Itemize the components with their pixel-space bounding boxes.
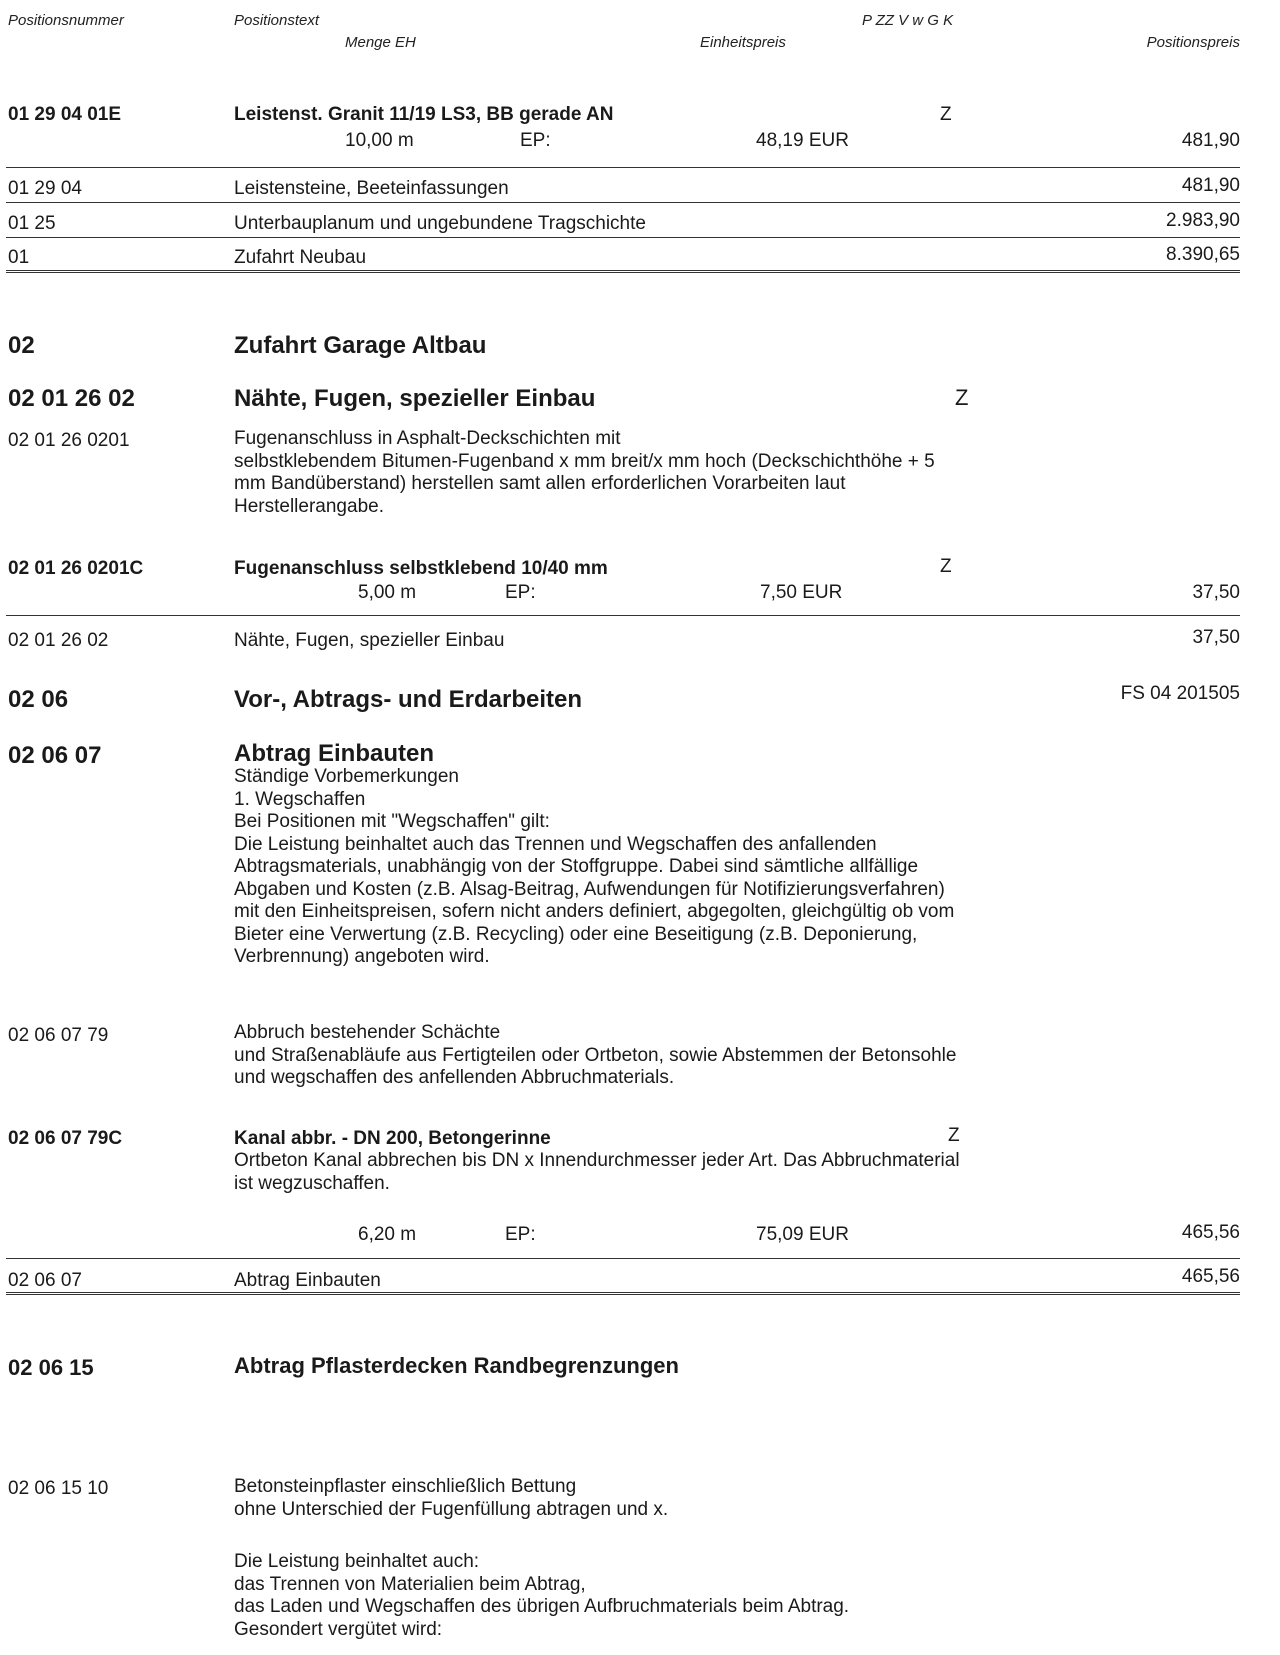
section-title: Abtrag Einbauten — [234, 740, 435, 767]
section-number: 02 06 07 — [8, 742, 102, 769]
position-quantity: 5,00 m — [358, 582, 417, 603]
remark-line: Ständige Vorbemerkungen — [234, 766, 459, 787]
double-divider — [6, 1292, 1240, 1295]
position-number: 02 06 07 79 — [8, 1025, 109, 1046]
description-line: mm Bandüberstand) herstellen samt allen erforderlichen Vorarbeiten laut — [234, 473, 846, 494]
unit-price: 48,19 EUR — [756, 130, 849, 151]
double-divider — [6, 270, 1240, 273]
description-line: Die Leistung beinhaltet auch: — [234, 1551, 480, 1572]
sum-total: 2.983,90 — [1166, 210, 1240, 231]
divider — [6, 167, 1240, 168]
sum-text: Zufahrt Neubau — [234, 247, 367, 268]
sum-total: 8.390,65 — [1166, 244, 1240, 265]
unit-price: 7,50 EUR — [760, 582, 843, 603]
sum-number: 02 06 07 — [8, 1270, 82, 1291]
section-flag: Z — [955, 385, 969, 410]
position-description — [234, 1022, 956, 1090]
position-title: Fugenanschluss selbstklebend 10/40 mm — [234, 558, 608, 579]
description-line: Gesondert vergütet wird: — [234, 1618, 443, 1640]
sum-text: Abtrag Einbauten — [234, 1270, 381, 1291]
position-total: 465,56 — [1181, 1222, 1240, 1243]
description-line: selbstklebendem Bitumen-Fugenband x mm breit/x mm hoch (Deckschichthöhe + 5 — [234, 450, 935, 472]
sum-number: 01 — [8, 247, 30, 268]
remark-line: Abtragsmaterials, unabhängig von der Stoffgruppe. Dabei sind sämtliche allfällige — [234, 856, 919, 877]
position-number: 02 06 15 10 — [8, 1478, 109, 1499]
position-number: 02 01 26 0201C — [8, 558, 144, 579]
divider — [6, 615, 1240, 616]
divider — [6, 1258, 1240, 1259]
header-flags: P ZZ V w G K — [862, 12, 954, 29]
position-total: 37,50 — [1192, 582, 1240, 603]
position-description-extra — [234, 1551, 849, 1641]
position-quantity: 10,00 m — [345, 130, 414, 151]
remark-line: Bei Positionen mit "Wegschaffen" gilt: — [234, 811, 550, 832]
position-description — [234, 1150, 960, 1195]
position-title: Leistenst. Granit 11/19 LS3, BB gerade AN — [234, 104, 614, 125]
section-title: Nähte, Fugen, spezieller Einbau — [234, 385, 596, 412]
header-position-text: Positionstext — [234, 12, 320, 29]
section-title: Abtrag Pflasterdecken Randbegrenzungen — [234, 1353, 679, 1378]
preliminary-remarks — [234, 766, 954, 969]
remark-line: Bieter eine Verwertung (z.B. Recycling) oder eine Beseitigung (z.B. Deponierung, — [234, 923, 918, 945]
sum-total: 37,50 — [1192, 627, 1240, 648]
description-line: Herstellerangabe. — [234, 495, 384, 517]
position-total: 481,90 — [1181, 130, 1240, 151]
description-line: Ortbeton Kanal abbrechen bis DN x Innendurchmesser jeder Art. Das Abbruchmaterial — [234, 1150, 960, 1171]
divider — [6, 202, 1240, 203]
description-line: das Trennen von Materialien beim Abtrag, — [234, 1573, 586, 1595]
header-position-price: Positionspreis — [1146, 34, 1240, 51]
remark-line: Abgaben und Kosten (z.B. Alsag-Beitrag, Aufwendungen für Notifizierungsverfahren) — [234, 878, 945, 900]
header-position-number: Positionsnummer — [8, 12, 124, 29]
section-number: 02 01 26 02 — [8, 385, 135, 412]
position-number: 02 06 07 79C — [8, 1128, 123, 1149]
section-number: 02 06 — [8, 686, 69, 713]
description-line: ohne Unterschied der Fugenfüllung abtragen und x. — [234, 1498, 669, 1520]
description-line: Betonsteinpflaster einschließlich Bettung — [234, 1476, 577, 1497]
header-quantity-unit: Menge EH — [345, 34, 416, 51]
description-line: das Laden und Wegschaffen des übrigen Aufbruchmaterials beim Abtrag. — [234, 1596, 850, 1617]
section-number: 02 06 15 — [8, 1355, 94, 1380]
position-number: 02 01 26 0201 — [8, 430, 130, 451]
section-title: Zufahrt Garage Altbau — [234, 332, 487, 359]
position-flag: Z — [948, 1125, 960, 1146]
sum-number: 02 01 26 02 — [8, 630, 109, 651]
divider — [6, 237, 1240, 238]
ep-label: EP: — [520, 130, 551, 151]
position-description — [234, 1476, 668, 1521]
description-line: ist wegzuschaffen. — [234, 1172, 390, 1194]
section-reference: FS 04 201505 — [1120, 683, 1240, 704]
ep-label: EP: — [505, 582, 536, 603]
sum-number: 01 25 — [8, 213, 56, 234]
section-title: Vor-, Abtrags- und Erdarbeiten — [234, 686, 583, 713]
header-unit-price: Einheitspreis — [700, 34, 786, 51]
remark-line: mit den Einheitspreisen, sofern nicht anders definiert, abgegolten, gleichgültig ob vom — [234, 901, 955, 922]
section-number: 02 — [8, 332, 35, 359]
sum-text: Nähte, Fugen, spezieller Einbau — [234, 630, 505, 651]
position-quantity: 6,20 m — [358, 1224, 417, 1245]
remark-line: Verbrennung) angeboten wird. — [234, 946, 490, 967]
sum-total: 481,90 — [1181, 175, 1240, 196]
description-line: und wegschaffen des anfellenden Abbruchmaterials. — [234, 1067, 675, 1088]
unit-price: 75,09 EUR — [756, 1224, 849, 1245]
sum-number: 01 29 04 — [8, 178, 82, 199]
sum-text: Leistensteine, Beeteinfassungen — [234, 178, 509, 199]
description-line: Fugenanschluss in Asphalt-Deckschichten mit — [234, 428, 621, 449]
description-line: Abbruch bestehender Schächte — [234, 1022, 501, 1043]
description-line: und Straßenabläufe aus Fertigteilen oder Ortbeton, sowie Abstemmen der Betonsohle — [234, 1044, 957, 1066]
position-number: 01 29 04 01E — [8, 104, 122, 125]
remark-line: Die Leistung beinhaltet auch das Trennen und Wegschaffen des anfallenden — [234, 833, 877, 855]
ep-label: EP: — [505, 1224, 536, 1245]
sum-text: Unterbauplanum und ungebundene Tragschichte — [234, 213, 646, 234]
sum-total: 465,56 — [1181, 1266, 1240, 1287]
position-title: Kanal abbr. - DN 200, Betongerinne — [234, 1128, 551, 1149]
position-flag: Z — [940, 556, 952, 577]
remark-line: 1. Wegschaffen — [234, 788, 366, 810]
position-description — [234, 428, 935, 518]
position-flag: Z — [940, 104, 952, 125]
